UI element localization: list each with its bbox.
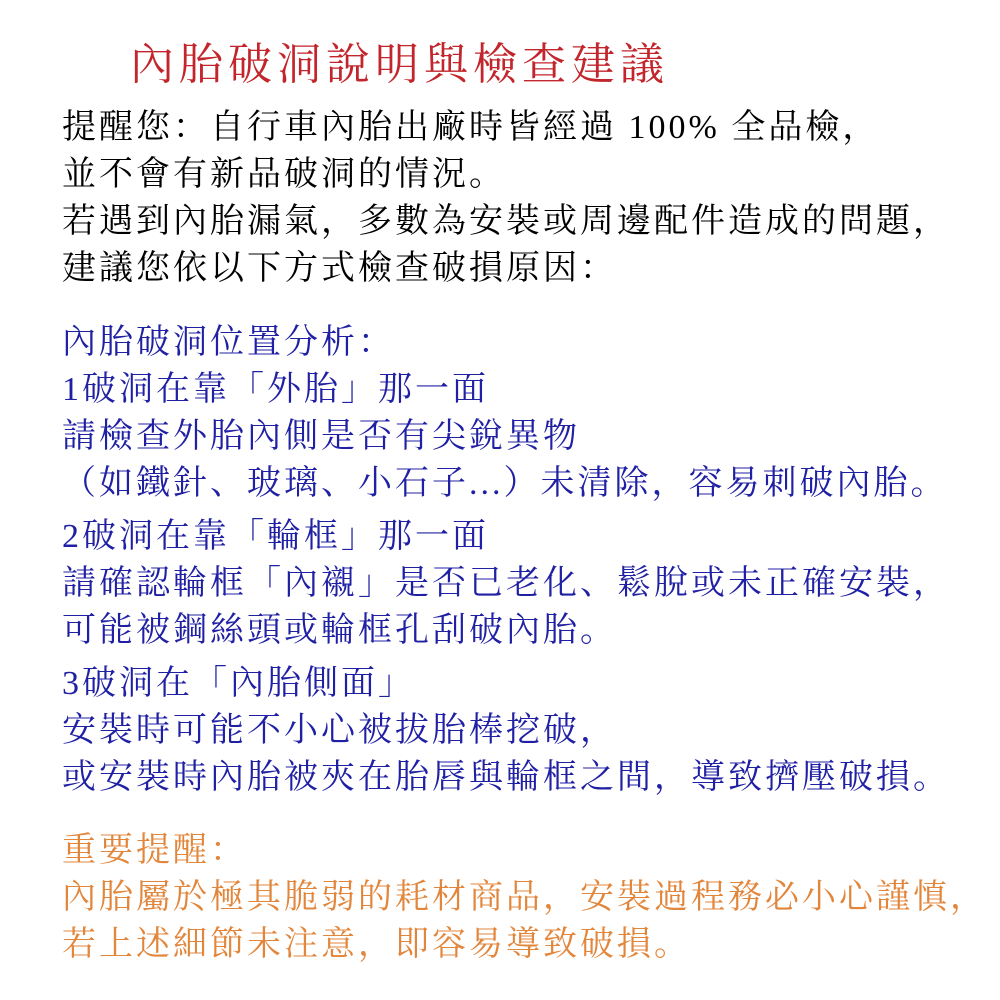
analysis-line: 安裝時可能不小心被拔胎棒挖破， — [62, 712, 617, 749]
reminder-section — [62, 827, 987, 968]
page-title: 內胎破洞說明與檢查建議 — [130, 40, 669, 89]
intro-line: 建議您依以下方式檢查破損原因： — [62, 250, 617, 287]
analysis-line: 1破洞在靠「外胎」那一面 — [62, 371, 489, 408]
analysis-item-tube-side — [62, 660, 980, 801]
intro-line: 提醒您：自行車內胎出廠時皆經過 100% 全品檢， — [62, 109, 880, 146]
analysis-item-outer-tire — [62, 366, 980, 507]
analysis-line: 請確認輪框「內襯」是否已老化、鬆脫或未正確安裝， — [62, 565, 950, 602]
intro-paragraph — [62, 104, 980, 292]
intro-line: 並不會有新品破洞的情況。 — [62, 156, 506, 193]
reminder-line: 若上述細節未注意，即容易導致破損。 — [62, 926, 691, 963]
document-body — [62, 104, 987, 968]
reminder-header: 重要提醒： — [62, 832, 247, 869]
analysis-line: 2破洞在靠「輪框」那一面 — [62, 518, 489, 555]
analysis-item-rim — [62, 513, 980, 654]
analysis-line: （如鐵針、玻璃、小石子...）未清除，容易刺破內胎。 — [62, 465, 948, 502]
analysis-header: 內胎破洞位置分析： — [62, 324, 395, 361]
analysis-line: 3破洞在「內胎側面」 — [62, 665, 415, 702]
analysis-line: 請檢查外胎內側是否有尖銳異物 — [62, 418, 580, 455]
analysis-line: 或安裝時內胎被夾在胎唇與輪框之間，導致擠壓破損。 — [62, 759, 950, 796]
analysis-section — [62, 319, 980, 801]
analysis-line: 可能被鋼絲頭或輪框孔刮破內胎。 — [62, 612, 617, 649]
reminder-line: 內胎屬於極其脆弱的耗材商品，安裝過程務必小心謹慎， — [62, 879, 987, 916]
intro-line: 若遇到內胎漏氣，多數為安裝或周邊配件造成的問題， — [62, 203, 950, 240]
